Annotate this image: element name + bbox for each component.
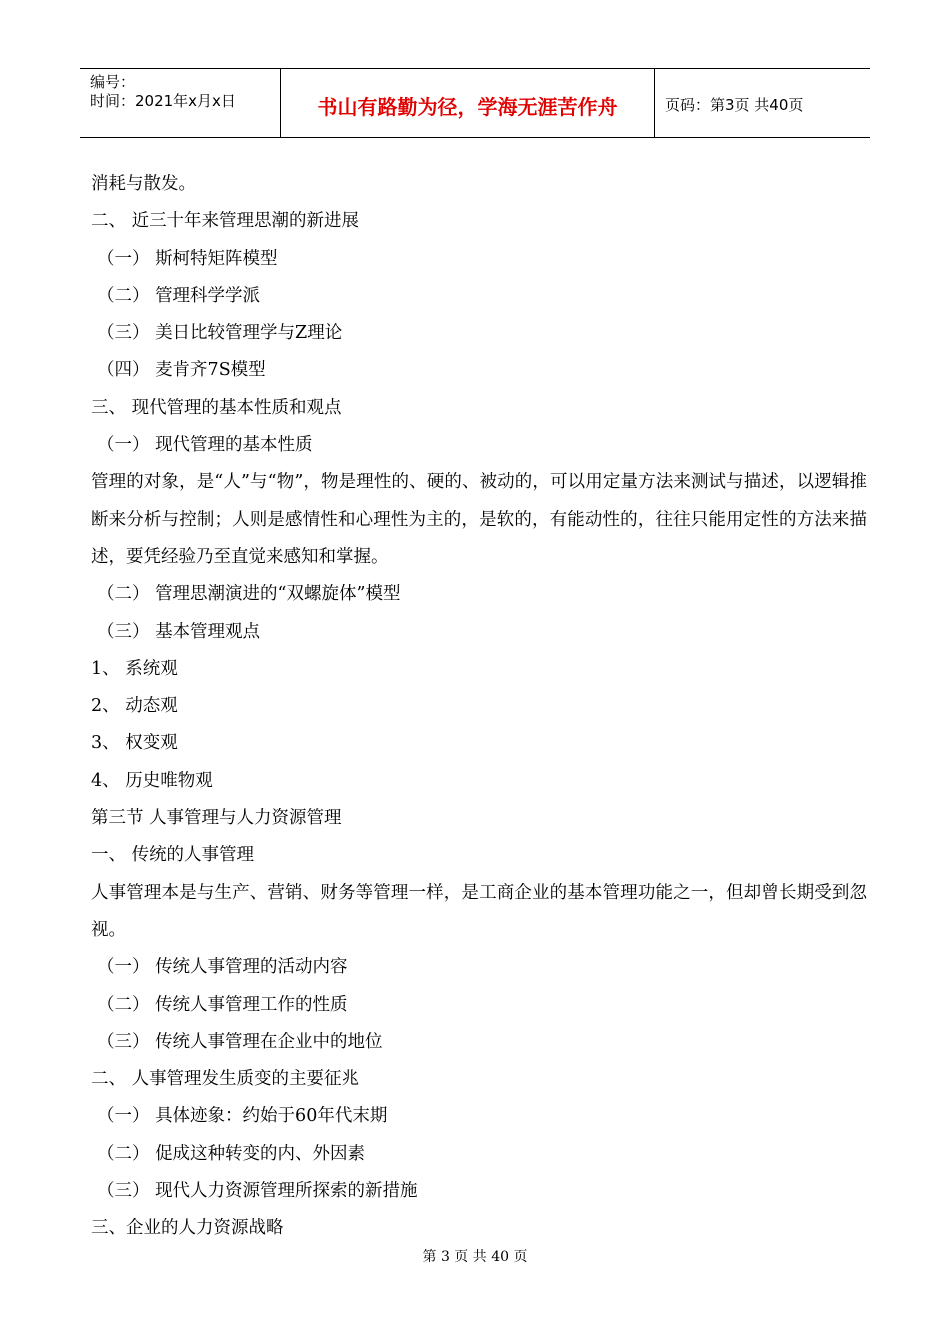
- header-page-info: [655, 69, 870, 137]
- subsection-heading: （一） 现代管理的基本性质: [97, 435, 313, 456]
- subsection-heading: （二） 管理思潮演进的“双螺旋体”模型: [97, 584, 401, 605]
- body-paragraph: 管理的对象，是“人”与“物”，物是理性的、硬的、被动的，可以用定量方法来测试与描述，以逻辑推断来分析与控制；人则是感情性和心理性为主的，是软的，有能动性的，往往只能用定性的方法来描述，要凭经验乃至直觉来感知和掌握。: [91, 472, 867, 567]
- subsection-heading: （三） 现代人力资源管理所探索的新措施: [97, 1181, 418, 1202]
- serial-label: 编号：: [90, 73, 136, 91]
- subsection-heading: （四） 麦肯齐7S模型: [97, 360, 266, 381]
- subsection-heading: （三） 传统人事管理在企业中的地位: [97, 1031, 383, 1052]
- section-heading: 三、企业的人力资源战略: [91, 1218, 284, 1239]
- list-item: 4、 历史唯物观: [91, 770, 213, 791]
- page-info-text: 页码：第3页 共40页: [665, 96, 804, 114]
- time-label: 时间：2021年x月x日: [90, 92, 236, 110]
- text-line: 消耗与散发。: [91, 174, 196, 194]
- section-heading: 一、 传统的人事管理: [91, 845, 255, 866]
- subsection-heading: （一） 具体迹象：约始于60年代末期: [97, 1106, 388, 1127]
- list-item: 1、 系统观: [91, 658, 178, 679]
- header-meta: [80, 69, 281, 137]
- document-body: [91, 166, 867, 1248]
- page-footer: 第 3 页 共 40 页: [422, 1249, 528, 1265]
- section-heading: 二、 近三十年来管理思潮的新进展: [91, 211, 360, 232]
- header-motto-cell: [281, 69, 655, 137]
- motto-text: 书山有路勤为径，学海无涯苦作舟: [317, 94, 618, 119]
- subsection-heading: （二） 传统人事管理工作的性质: [97, 994, 348, 1015]
- subsection-heading: （三） 美日比较管理学与Z理论: [97, 323, 343, 344]
- body-paragraph: 人事管理本是与生产、营销、财务等管理一样，是工商企业的基本管理功能之一，但却曾长期受到忽视。: [91, 882, 867, 940]
- page-header: [80, 68, 870, 138]
- chapter-section-heading: 第三节 人事管理与人力资源管理: [91, 808, 342, 829]
- subsection-heading: （一） 斯柯特矩阵模型: [97, 248, 278, 269]
- section-heading: 二、 人事管理发生质变的主要征兆: [91, 1069, 360, 1090]
- subsection-heading: （一） 传统人事管理的活动内容: [97, 957, 348, 978]
- list-item: 3、 权变观: [91, 733, 178, 754]
- subsection-heading: （二） 促成这种转变的内、外因素: [97, 1143, 366, 1164]
- subsection-heading: （二） 管理科学学派: [97, 285, 261, 306]
- section-heading: 三、 现代管理的基本性质和观点: [91, 397, 342, 418]
- list-item: 2、 动态观: [91, 696, 178, 717]
- subsection-heading: （三） 基本管理观点: [97, 621, 261, 642]
